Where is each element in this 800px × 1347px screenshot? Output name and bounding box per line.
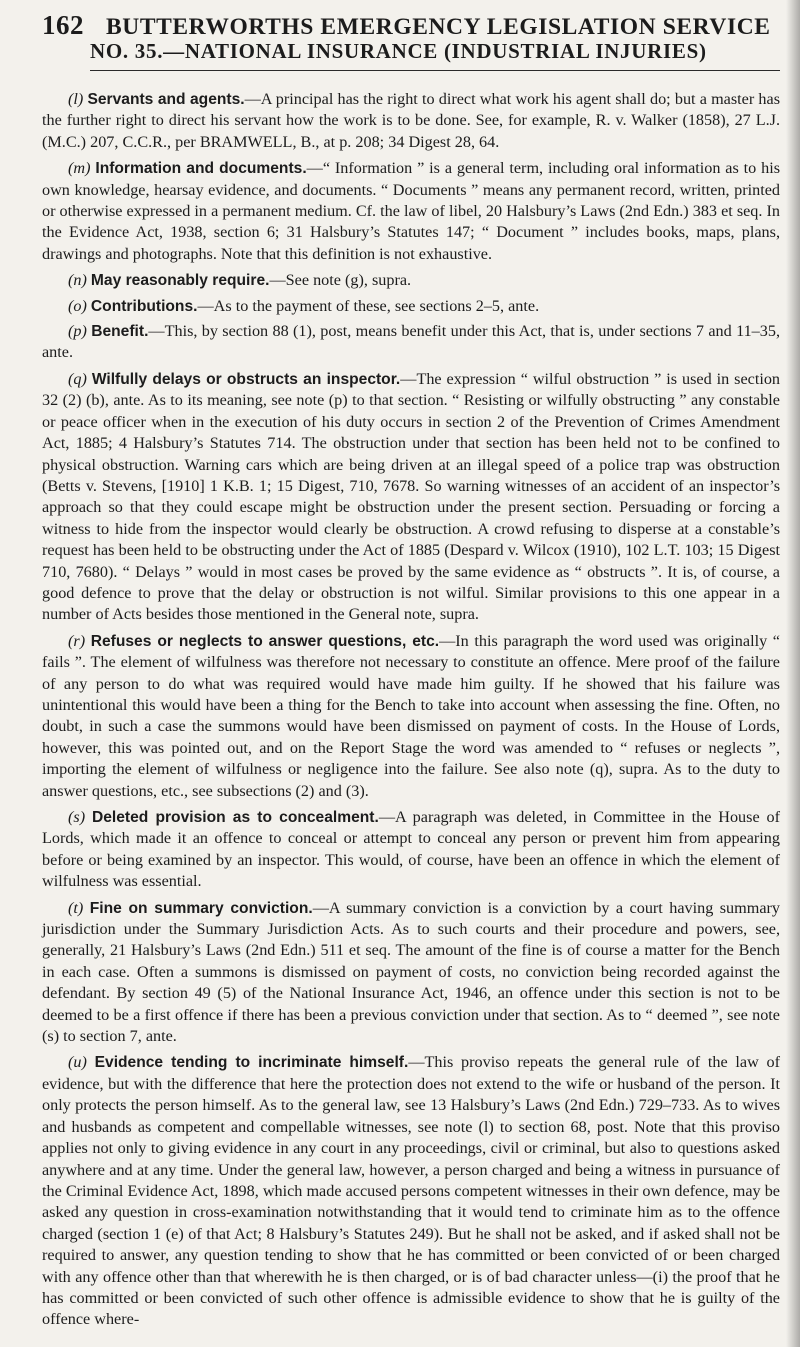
series-title: BUTTERWORTHS EMERGENCY LEGISLATION SERVICE: [106, 14, 771, 40]
note-text: —In this paragraph the word used was originally “ fails ”. The element of wilfulness was therefore not necessary to constitute an offence. Mere proof of the failure of any person to do what was required would have made him guilty. If he showed that his failure was unintentional this would have been a thing for the Bench to take into account when assessing the fine. Often, no doubt, in such a case the summons would have been dismissed on payment of costs. In the House of Lords, however, this was pointed out, and on the Report Stage the word was amended to “ refuses or neglects ”, importing the element of wilfulness or negligence into the failure. See also note (q), supra. As to the duty to answer questions, etc., see subsections (2) and (3).: [42, 631, 780, 800]
note-text: —See note (g), supra.: [269, 271, 412, 290]
note-heading: Information and documents.: [95, 160, 307, 178]
note-p: [42, 321, 780, 364]
note-text: —As to the payment of these, see sections 2–5, ante.: [197, 296, 540, 315]
note-letter: (p): [68, 322, 87, 341]
page-number: 162: [42, 10, 84, 40]
note-m: [42, 158, 780, 265]
note-heading: Deleted provision as to concealment.: [91, 809, 379, 826]
note-letter: (l): [68, 90, 84, 108]
note-r: [42, 631, 780, 802]
note-letter: (o): [68, 296, 87, 315]
note-text: —This, by section 88 (1), post, means benefit under this Act, that is, under sections 7 and 11–35, ante.: [42, 322, 780, 362]
note-heading: Benefit.: [91, 323, 149, 341]
note-heading: Evidence tending to incriminate himself.: [94, 1054, 409, 1072]
note-letter: (n): [68, 271, 87, 290]
note-letter: (r): [68, 631, 86, 650]
note-text: —A summary conviction is a conviction by a court having summary jurisdiction under the Summary Jurisdiction Acts. As to such courts and their procedure and powers, see, generally, 21 Halsbury’s Laws (2nd Edn.) 511 et seq. The amount of the fine is of course a matter for the Bench in each case. Often a summons is dismissed on payment of costs, no conviction being recorded against the defendant. By section 49 (5) of the National Insurance Act, 1946, an offence under this section is not to be deemed to be a first offence if there has been a previous conviction under that section. As to “ deemed ”, see note (s) to section 7, ante.: [42, 898, 780, 1046]
note-heading: Refuses or neglects to answer questions, etc.: [90, 632, 440, 650]
note-q: [42, 369, 780, 626]
note-heading: Contributions.: [90, 297, 198, 315]
note-text: —This proviso repeats the general rule of the law of evidence, but with the difference that here the protection does not extend to the wife or husband of the person. It only protects the person himself. As to the general law, see 13 Halsbury’s Laws (2nd Edn.) 729–733. As to wives and husbands as competent and compellable witnesses, see note (l) to section 68, post. Note that this proviso applies not only to giving evidence in any court in any proceedings, civil or criminal, but also to questions asked anywhere and at any time. Under the general law, however, a person charged and being a witness in pursuance of the Criminal Evidence Act, 1898, which made accused persons competent witnesses in their own defence, may be asked any question in cross-examination notwithstanding that it would tend to criminate him as to the offence charged (section 1 (e) of that Act; 8 Halsbury’s Statutes 249). But he shall not be asked, and if asked shall not be required to answer, any question tending to show that he has committed or been convicted of or been charged with any offence other than that wherewith he is then charged, or is of bad character unless—(i) the proof that he has committed or been convicted of such other offence is admissible evidence to show that he is guilty of the offence where-: [42, 1053, 781, 1329]
note-text: —A principal has the right to direct what work his agent shall do; but a master has the further right to direct his servant how the work is to be done. See, for example, R. v. Walker (1858), 27 L.J. (M.C.) 207, C.C.R., per BRAMWELL, B., at p. 208; 34 Digest 28, 64.: [42, 90, 781, 151]
note-letter: (u): [68, 1053, 87, 1072]
note-s: [42, 807, 780, 893]
act-title: NO. 35.—NATIONAL INSURANCE (INDUSTRIAL INJURIES): [90, 39, 707, 63]
header-rule: [90, 70, 780, 71]
note-n: [42, 270, 780, 291]
note-text: —The expression “ wilful obstruction ” is used in section 32 (2) (b), ante. As to its meaning, see note (p) to that section. “ Resisting or wilfully obstructing ” any constable or peace officer when in the execution of his duty occurs in section 2 of the Prevention of Crimes Amendment Act, 1885; 4 Halsbury’s Statutes 714. The obstruction under that section has been held not to be confined to physical obstruction. Warning cars which are being driven at an illegal speed of a police trap was obstruction (Betts v. Stevens, [1910] 1 K.B. 1; 15 Digest, 710, 7678. So warning witnesses of an accident of an inspector’s approach so that they could escape might be obstruction under the present section. Persuading or forcing a witness to hide from the inspector would clearly be obstruction. A crowd refusing to disperse at a constable’s request has been held to be obstructing under the Act of 1885 (Despard v. Wilcox (1910), 102 L.T. 103; 15 Digest 710, 7680). “ Delays ” would in most cases be proved by the same evidence as “ obstructs ”. It is, of course, a good defence to prove that the delay or obstruction is not wilful. Similar provisions to this one appear in a number of Acts besides those mentioned in the General note, supra.: [42, 369, 781, 624]
note-heading: Servants and agents.: [87, 91, 245, 108]
note-l: [42, 89, 780, 153]
page: [42, 10, 780, 1336]
note-heading: Fine on summary conviction.: [89, 899, 313, 917]
note-heading: Wilfully delays or obstructs an inspector.: [91, 370, 401, 388]
note-letter: (q): [68, 369, 87, 388]
note-o: [42, 296, 780, 317]
note-text: —“ Information ” is a general term, including oral information as to his own knowledge, hearsay evidence, and documents. “ Documents ” means any permanent record, written, printed or otherwise expressed in a permanent medium. Cf. the law of libel, 20 Halsbury’s Laws (2nd Edn.) 383 et seq. In the Evidence Act, 1938, section 6; 31 Halsbury’s Statutes 147; “ Document ” includes books, maps, plans, drawings and photographs. Note that this definition is not exhaustive.: [42, 159, 781, 263]
note-text: —A paragraph was deleted, in Committee in the House of Lords, which made it an offence to conceal or attempt to conceal any person or prevent him from appearing before or being examined by an inspector. This would, of course, have been an offence in which the element of wilfulness was essential.: [42, 808, 780, 891]
notes-body: [42, 89, 780, 1331]
page-edge-shadow: [786, 0, 800, 1347]
note-u: [42, 1052, 780, 1330]
note-t: [42, 898, 780, 1048]
note-heading: May reasonably require.: [90, 272, 270, 290]
note-letter: (t): [68, 898, 84, 917]
note-letter: (m): [68, 159, 91, 178]
note-letter: (s): [68, 808, 86, 826]
running-head: [42, 10, 780, 41]
